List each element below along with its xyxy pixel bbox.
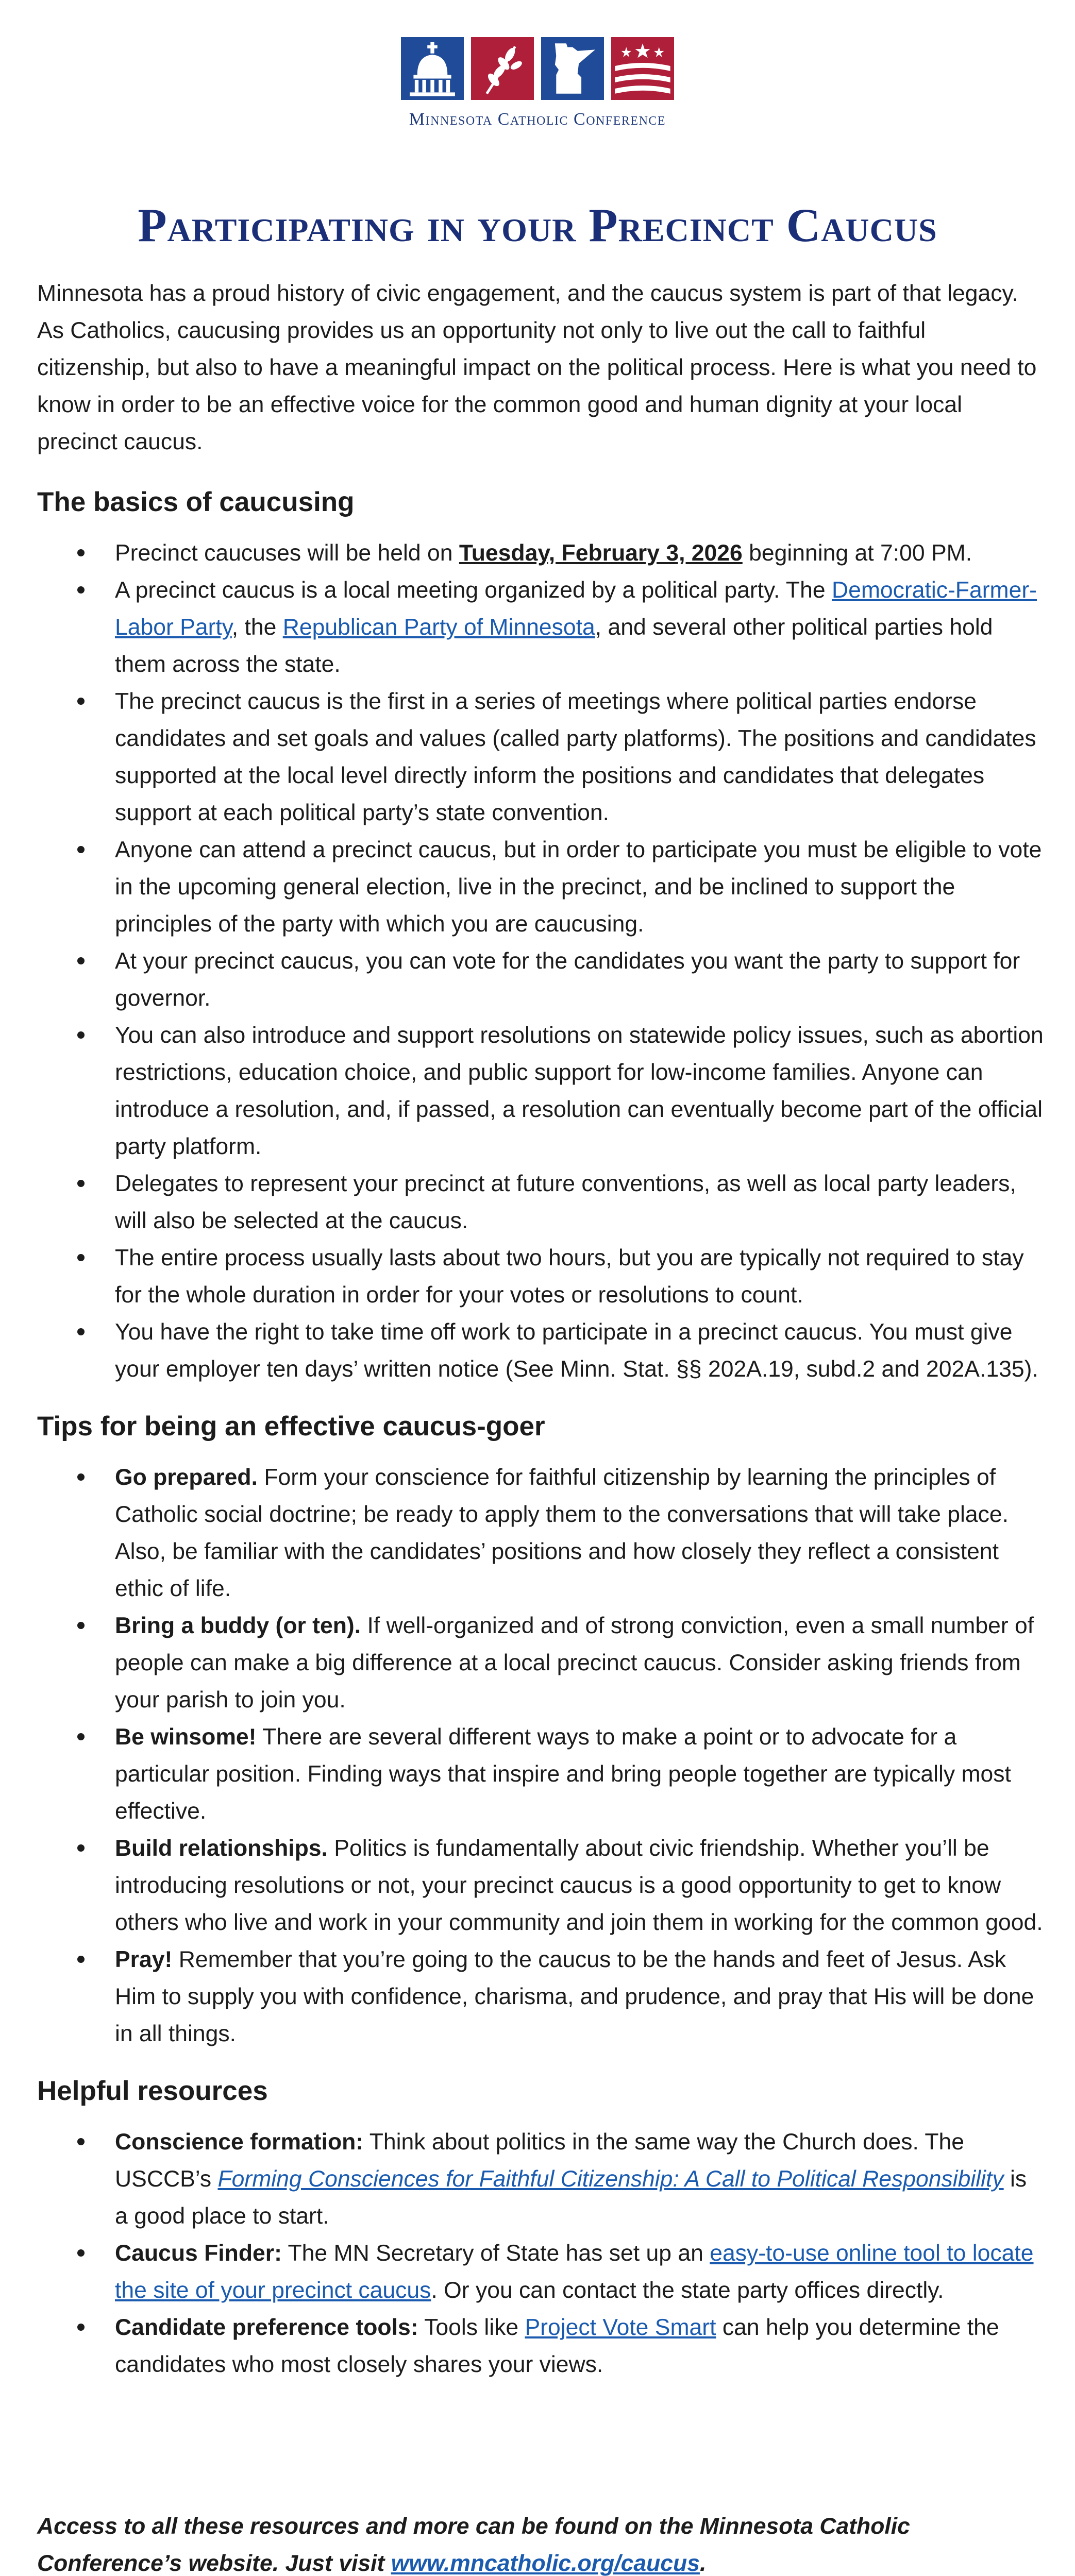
logo-icons [401,37,674,100]
gop-mn-link[interactable]: Republican Party of Minnesota [282,615,595,640]
list-item: Caucus Finder: The MN Secretary of State has set up an easy-to-use online tool to locate the site of your precinct caucus. Or you can contact the state party offices directly. [37,2235,1045,2309]
capitol-dome-icon [401,37,464,100]
list-item: Build relationships. Politics is fundamentally about civic friendship. Whether you’ll be introducing resolutions or not, your precinct caucus is a good opportunity to get to know others who live and work in your community and join them in working for the common good. [37,1830,1045,1941]
list-item: Precinct caucuses will be held on Tuesday, February 3, 2026 beginning at 7:00 PM. [37,535,1045,572]
document-body [37,275,1045,2401]
flag-stars-stripes-icon [611,37,674,100]
list-item: Bring a buddy (or ten). If well-organized and of strong conviction, even a small number of people can make a big difference at a local precinct caucus. Consider asking friends from your parish to join you. [37,1607,1045,1719]
list-item: The precinct caucus is the first in a series of meetings where political parties endorse candidates and set goals and values (called party platforms). The positions and candidates supported at the local level directly inform the positions and candidates that delegates support at each political party’s state convention. [37,683,1045,832]
page-title: Participating in your Precinct Caucus [138,199,937,251]
list-item: Delegates to represent your precinct at future conventions, as well as local party leaders, will also be selected at the caucus. [37,1165,1045,1240]
tips-heading: Tips for being an effective caucus-goer [37,1411,545,1442]
resources-heading: Helpful resources [37,2076,268,2106]
list-item: Be winsome! There are several different ways to make a point or to advocate for a particular position. Finding ways that inspire and bring people together are typically most effective. [37,1719,1045,1830]
basics-heading: The basics of caucusing [37,487,355,517]
list-item: Conscience formation: Think about politics in the same way the Church does. The USCCB’s Forming Consciences for Faithful Citizenship: A Call to Political Responsibility is a good place to start. [37,2124,1045,2235]
list-item: You can also introduce and support resolutions on statewide policy issues, such as abortion restrictions, education choice, and public support for low-income families. Anyone can introduce a resolution, and, if passed, a resolution can eventually become part of the official party platform. [37,1017,1045,1165]
dfl-party-link[interactable]: Democratic-Farmer-Labor Party [115,578,1037,640]
list-item: Pray! Remember that you’re going to the caucus to be the hands and feet of Jesus. Ask Him to supply you with confidence, charisma, and prudence, and pray that His will be done in all things. [37,1941,1045,2053]
caucus-date: Tuesday, February 3, 2026 [459,540,743,566]
vote-smart-link[interactable]: Project Vote Smart [525,2315,716,2340]
list-item: At your precinct caucus, you can vote for the candidates you want the party to support for governor. [37,943,1045,1017]
wheat-branch-icon [471,37,534,100]
caucus-finder-link[interactable]: easy-to-use online tool to locate the site of your precinct caucus [115,2241,1034,2303]
tips-list [37,1459,1045,2053]
list-item: A precinct caucus is a local meeting organized by a political party. The Democratic-Farmer-Labor Party, the Republican Party of Minnesota, and several other political parties hold them across the state. [37,572,1045,683]
list-item: The entire process usually lasts about two hours, but you are typically not required to stay for the whole duration in order for your votes or resolutions to count. [37,1240,1045,1314]
list-item: Anyone can attend a precinct caucus, but in order to participate you must be eligible to vote in the upcoming general election, live in the precinct, and be inclined to support the principles of the party with which you are caucusing. [37,832,1045,943]
list-item: You have the right to take time off work to participate in a precinct caucus. You must give your employer ten days’ written notice (See Minn. Stat. §§ 202A.19, subd.2 and 202A.135). [37,1314,1045,1388]
logo-text: Minnesota Catholic Conference [409,110,666,129]
resources-list [37,2124,1045,2383]
forming-consciences-link[interactable]: Forming Consciences for Faithful Citizenship: A Call to Political Responsibility [217,2166,1004,2192]
list-item: Go prepared. Form your conscience for faithful citizenship by learning the principles of Catholic social doctrine; be ready to apply them to the conversations that will take place. Also, be familiar with the candidates’ positions and how closely they reflect a consistent ethic of life. [37,1459,1045,1607]
footer-note: Access to all these resources and more can be found on the Minnesota Catholic Conference’s website. Just visit www.mncatholic.org/caucus. [37,2514,910,2576]
basics-list [37,535,1045,1388]
logo [0,37,1075,129]
list-item: Candidate preference tools: Tools like Project Vote Smart can help you determine the candidates who most closely shares your views. [37,2309,1045,2383]
mncatholic-caucus-link[interactable]: www.mncatholic.org/caucus [391,2551,700,2576]
intro-paragraph: Minnesota has a proud history of civic engagement, and the caucus system is part of that legacy. As Catholics, caucusing provides us an opportunity not only to live out the call to faithful citizenship, but also to have a meaningful impact on the political process. Here is what you need to know in order to be an effective voice for the common good and human dignity at your local precinct caucus. [37,281,1037,454]
minnesota-state-icon [541,37,604,100]
